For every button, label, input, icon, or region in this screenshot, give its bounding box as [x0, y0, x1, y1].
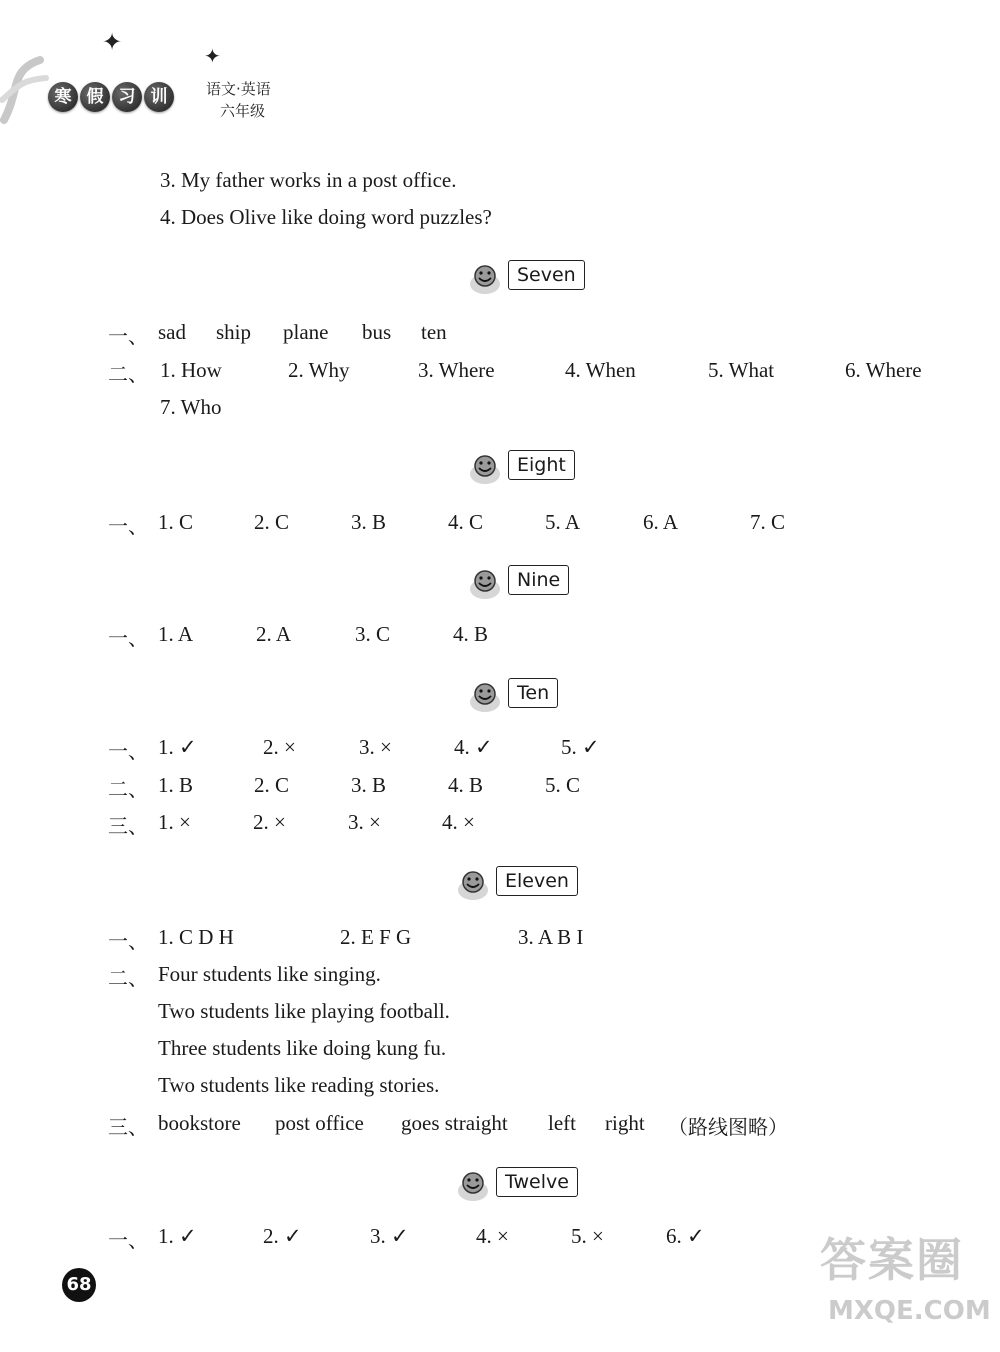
answer-note: （路线图略）	[668, 1115, 788, 1139]
brand-char: 寒	[48, 82, 78, 112]
answer-item: 5. C	[545, 773, 581, 797]
answer-item: 1. ✓	[158, 1224, 197, 1248]
answer-item: 1. C	[158, 510, 194, 534]
answer-item: 2. ×	[263, 735, 296, 759]
answer-item: 1. ✓	[158, 735, 197, 759]
answer-line: Four students like singing.	[158, 962, 381, 986]
answer-word: plane	[283, 320, 329, 344]
subject-label: 语文·英语	[206, 80, 271, 98]
answer-word: ship	[216, 320, 252, 344]
answer-item: 4. ✓	[454, 735, 493, 759]
smiley-icon	[468, 567, 504, 601]
answer-item: 3. B	[351, 510, 387, 534]
answer-item: 6. Where	[845, 358, 922, 382]
answer-item: 1. B	[158, 773, 194, 797]
star-icon: ✦	[204, 44, 221, 68]
brand-char: 假	[80, 82, 110, 112]
question-number: 一、	[108, 626, 148, 650]
answer-word: right	[605, 1111, 645, 1135]
section-title: Eight	[508, 450, 575, 480]
question-number: 一、	[108, 324, 148, 348]
answer-word: sad	[158, 320, 186, 344]
answer-item: 1. ×	[158, 810, 191, 834]
answer-item: 3. C	[355, 622, 391, 646]
question-number: 一、	[108, 739, 148, 763]
answer-item: 5. What	[708, 358, 775, 382]
question-number: 一、	[108, 514, 148, 538]
answer-item: 3. B	[351, 773, 387, 797]
answer-line: 3. My father works in a post office.	[160, 168, 457, 192]
answer-item: 4. ×	[476, 1224, 509, 1248]
question-number: 二、	[108, 777, 148, 801]
answer-item: 3. ✓	[370, 1224, 409, 1248]
answer-item: 2. C	[254, 510, 290, 534]
answer-item: 2. C	[254, 773, 290, 797]
answer-word: goes straight	[401, 1111, 508, 1135]
answer-item: 4. C	[448, 510, 484, 534]
watermark-text: 答案圈	[820, 1233, 964, 1287]
brand-char: 训	[144, 82, 174, 112]
answer-item: 3. ×	[359, 735, 392, 759]
section-title: Nine	[508, 565, 569, 595]
section-title: Eleven	[496, 866, 578, 896]
answer-item: 2. ×	[253, 810, 286, 834]
watermark	[820, 1224, 995, 1344]
smiley-icon	[468, 262, 504, 296]
answer-word: post office	[275, 1111, 364, 1135]
grade-label: 六年级	[220, 102, 266, 120]
answer-line: Two students like playing football.	[158, 999, 450, 1023]
answer-line: Three students like doing kung fu.	[158, 1036, 447, 1060]
answer-item: 3. A B I	[518, 925, 584, 949]
answer-item: 4. B	[448, 773, 484, 797]
answer-item: 3. Where	[418, 358, 495, 382]
answer-item: 1. C D H	[158, 925, 234, 949]
answer-item: 2. E F G	[340, 925, 412, 949]
answer-item: 2. Why	[288, 358, 350, 382]
answer-item: 6. A	[643, 510, 679, 534]
brand-logo	[48, 82, 174, 112]
section-title: Twelve	[496, 1167, 578, 1197]
answer-word: ten	[421, 320, 447, 344]
answer-item: 5. ✓	[561, 735, 600, 759]
answer-item: 1. A	[158, 622, 194, 646]
answer-item: 7. C	[750, 510, 786, 534]
section-title: Ten	[508, 678, 558, 708]
brand-char: 习	[112, 82, 142, 112]
smiley-icon	[468, 452, 504, 486]
watermark-url: MXQE.COM	[828, 1296, 991, 1326]
question-number: 一、	[108, 1228, 148, 1252]
answer-item: 2. A	[256, 622, 292, 646]
answer-word: bookstore	[158, 1111, 241, 1135]
answer-item: 2. ✓	[263, 1224, 302, 1248]
question-number: 三、	[108, 814, 148, 838]
answer-word: left	[548, 1111, 576, 1135]
answer-item: 4. ×	[442, 810, 475, 834]
section-title: Seven	[508, 260, 585, 290]
answer-word: bus	[362, 320, 392, 344]
header	[0, 20, 320, 130]
answer-item: 5. A	[545, 510, 581, 534]
answer-item: 5. ×	[571, 1224, 604, 1248]
answer-item: 7. Who	[160, 395, 222, 419]
answer-line: Two students like reading stories.	[158, 1073, 440, 1097]
smiley-icon	[456, 868, 492, 902]
smiley-icon	[456, 1169, 492, 1203]
question-number: 三、	[108, 1115, 148, 1139]
answer-line: 4. Does Olive like doing word puzzles?	[160, 205, 492, 229]
question-number: 二、	[108, 966, 148, 990]
answer-item: 1. How	[160, 358, 222, 382]
question-number: 一、	[108, 929, 148, 953]
answer-item: 3. ×	[348, 810, 381, 834]
question-number: 二、	[108, 362, 148, 386]
page-number: 68	[62, 1268, 96, 1302]
answer-item: 4. B	[453, 622, 489, 646]
star-icon: ✦	[102, 28, 123, 56]
answer-item: 4. When	[565, 358, 636, 382]
smiley-icon	[468, 680, 504, 714]
answer-item: 6. ✓	[666, 1224, 705, 1248]
